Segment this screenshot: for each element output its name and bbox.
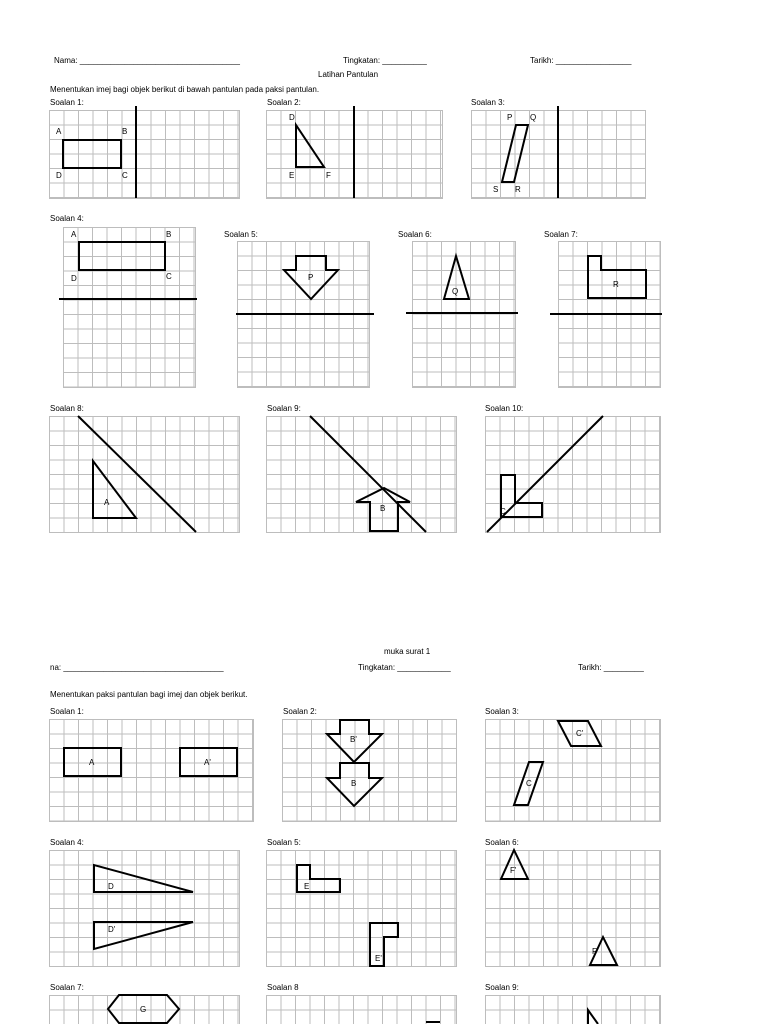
p1-question-label-4: Soalan 4: bbox=[50, 214, 84, 223]
p1-question-label-5: Soalan 5: bbox=[224, 230, 258, 239]
p1-q4-label-a: A bbox=[71, 230, 77, 239]
p1-q3-grid bbox=[471, 110, 646, 199]
p1-q3-label-s: S bbox=[493, 185, 499, 194]
p2-question-label-4: Soalan 4: bbox=[50, 838, 84, 847]
p1-q6-grid bbox=[412, 241, 516, 388]
p1-q8-grid bbox=[49, 416, 240, 533]
p1-q1-label-d: D bbox=[56, 171, 62, 180]
p1-question-label-2: Soalan 2: bbox=[267, 98, 301, 107]
p2-question-label-3: Soalan 3: bbox=[485, 707, 519, 716]
p1-q5-grid bbox=[237, 241, 370, 388]
p1-q3-label-r: R bbox=[515, 185, 521, 194]
page2-instruction: Menentukan paksi pantulan bagi imej dan objek berikut. bbox=[50, 690, 248, 699]
p1-q4-label-d: D bbox=[71, 274, 77, 283]
p2-question-label-7: Soalan 7: bbox=[50, 983, 84, 992]
page-footer: muka surat 1 bbox=[384, 647, 431, 656]
p1-question-label-9: Soalan 9: bbox=[267, 404, 301, 413]
p1-q8-label-a: A bbox=[104, 498, 110, 507]
p2-question-label-9: Soalan 9: bbox=[485, 983, 519, 992]
p2-q1-label-a: A bbox=[89, 758, 95, 767]
p1-q2-label-d: D bbox=[289, 113, 295, 122]
p1-q1-grid bbox=[49, 110, 240, 199]
p2-q2-label-b: B bbox=[351, 779, 357, 788]
p2-q4-label-d: D bbox=[108, 882, 114, 891]
p1-q1-label-a: A bbox=[56, 127, 62, 136]
p1-q7-grid bbox=[558, 241, 661, 388]
p1-q9-label-b: B bbox=[380, 504, 386, 513]
p2-q7-label-g: G bbox=[140, 1005, 147, 1014]
p2-q3-grid bbox=[485, 719, 661, 822]
p1-question-label-6: Soalan 6: bbox=[398, 230, 432, 239]
worksheet-title: Latihan Pantulan bbox=[318, 70, 379, 79]
p1-q6-label-q: Q bbox=[452, 287, 459, 296]
tarikh-field-label: Tarikh: _________________ bbox=[530, 56, 632, 65]
p1-q10-grid bbox=[485, 416, 661, 533]
p2-q4-label-d-prime: D' bbox=[108, 925, 116, 934]
p2-q2-label-b-prime: B' bbox=[350, 735, 357, 744]
p1-q2-label-f: F bbox=[326, 171, 331, 180]
page1-instruction: Menentukan imej bagi objek berikut di bawah pantulan pada paksi pantulan. bbox=[50, 85, 320, 94]
p1-q5-label-p: P bbox=[308, 273, 314, 282]
p2-q4-grid bbox=[49, 850, 240, 967]
p1-q4-label-b: B bbox=[166, 230, 172, 239]
p1-question-label-3: Soalan 3: bbox=[471, 98, 505, 107]
p2-q5-grid bbox=[266, 850, 457, 967]
p2-name-field-label: na: ____________________________________ bbox=[50, 663, 224, 672]
p2-question-label-2: Soalan 2: bbox=[283, 707, 317, 716]
p1-q3-label-p: P bbox=[507, 113, 513, 122]
p2-question-label-5: Soalan 5: bbox=[267, 838, 301, 847]
p1-q7-label-r: R bbox=[613, 280, 619, 289]
p1-question-label-8: Soalan 8: bbox=[50, 404, 84, 413]
p1-q1-label-c: C bbox=[122, 171, 128, 180]
p2-q3-label-c-prime: C' bbox=[576, 729, 584, 738]
p1-q1-label-b: B bbox=[122, 127, 128, 136]
p1-q9-grid bbox=[266, 416, 457, 533]
p2-q6-label-f-prime: F' bbox=[510, 866, 517, 875]
p2-question-label-6: Soalan 6: bbox=[485, 838, 519, 847]
p1-q2-label-e: E bbox=[289, 171, 295, 180]
p1-q4-grid bbox=[63, 227, 196, 388]
p2-q6-label-f: F bbox=[592, 947, 597, 956]
p2-question-label-8: Soalan 8 bbox=[267, 983, 299, 992]
name-field-label: Nama: ____________________________________ bbox=[54, 56, 240, 65]
p2-question-label-1: Soalan 1: bbox=[50, 707, 84, 716]
p2-q7-grid bbox=[49, 995, 240, 1024]
p2-q1-grid bbox=[49, 719, 254, 822]
p2-q3-label-c: C bbox=[526, 779, 532, 788]
p1-question-label-1: Soalan 1: bbox=[50, 98, 84, 107]
p2-q8-grid bbox=[266, 995, 457, 1024]
p1-q4-label-c: C bbox=[166, 272, 172, 281]
p2-q6-grid bbox=[485, 850, 661, 967]
p2-q2-grid bbox=[282, 719, 457, 822]
p2-q1-label-a-prime: A' bbox=[204, 758, 211, 767]
p1-q3-label-q: Q bbox=[530, 113, 537, 122]
p1-q2-grid bbox=[266, 110, 443, 199]
p1-question-label-7: Soalan 7: bbox=[544, 230, 578, 239]
p2-tingkatan-field-label: Tingkatan: ____________ bbox=[358, 663, 451, 672]
p2-tarikh-field-label: Tarikh: _________ bbox=[578, 663, 644, 672]
p2-q9-grid bbox=[485, 995, 661, 1024]
tingkatan-field-label: Tingkatan: __________ bbox=[343, 56, 427, 65]
p2-q5-label-e-prime: E' bbox=[375, 954, 382, 963]
p1-question-label-10: Soalan 10: bbox=[485, 404, 524, 413]
p2-q5-label-e: E bbox=[304, 882, 310, 891]
p1-q10-label-c: C bbox=[500, 507, 506, 516]
